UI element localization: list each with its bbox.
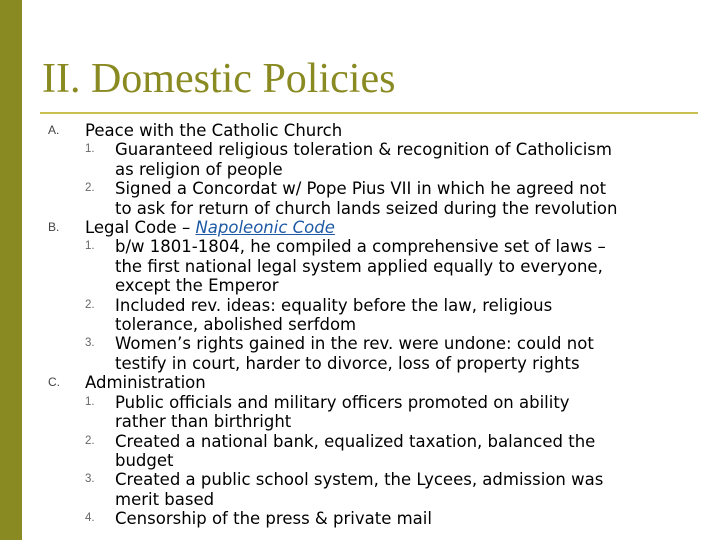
item-line: Created a national bank, equalized taxation, balanced the	[115, 431, 596, 451]
item-number: 1.	[85, 395, 95, 408]
item-line: Signed a Concordat w/ Pope Pius VII in which he agreed not	[115, 179, 607, 199]
item-line: Public officials and military officers promoted on ability	[115, 392, 570, 412]
item-line: as religion of people	[115, 159, 283, 179]
list-item	[85, 179, 708, 218]
side-accent-bar	[0, 0, 22, 540]
item-number: 2.	[85, 298, 95, 311]
slide-content	[48, 121, 708, 529]
list-item	[85, 432, 708, 471]
item-line: except the Emperor	[115, 276, 279, 296]
item-number: 2.	[85, 182, 95, 195]
section-marker: B.	[48, 220, 60, 235]
list-item	[85, 334, 708, 373]
item-line: testify in court, harder to divorce, loss of property rights	[115, 353, 580, 373]
item-line: rather than birthright	[115, 412, 292, 432]
section-heading: Administration	[85, 373, 206, 393]
item-line: Censorship of the press & private mail	[115, 509, 432, 529]
napoleonic-code-link[interactable]: Napoleonic Code	[195, 218, 335, 238]
item-line: Included rev. ideas: equality before the law, religious	[115, 295, 553, 315]
item-number: 4.	[85, 512, 95, 525]
section-c	[48, 373, 708, 528]
item-number: 1.	[85, 143, 95, 156]
item-line: Created a public school system, the Lycees, admission was	[115, 470, 604, 490]
list-item	[85, 509, 708, 528]
item-number: 1.	[85, 240, 95, 253]
list-item	[85, 393, 708, 432]
item-number: 2.	[85, 434, 95, 447]
title-divider	[40, 112, 698, 114]
item-line: the first national legal system applied equally to everyone,	[115, 256, 603, 276]
section-a	[48, 121, 708, 218]
list-item	[85, 140, 708, 179]
list-item	[85, 237, 708, 295]
section-heading: Peace with the Catholic Church	[85, 121, 343, 140]
item-line: Women’s rights gained in the rev. were undone: could not	[115, 334, 594, 354]
item-number: 3.	[85, 337, 95, 350]
list-item	[85, 470, 708, 509]
list-item	[85, 296, 708, 335]
item-number: 3.	[85, 473, 95, 486]
item-line: Guaranteed religious toleration & recognition of Catholicism	[115, 140, 612, 160]
section-marker: A.	[48, 123, 60, 137]
item-line: merit based	[115, 489, 215, 509]
section-b	[48, 218, 708, 373]
item-line: tolerance, abolished serfdom	[115, 315, 357, 335]
item-line: budget	[115, 450, 174, 470]
slide-title: II. Domestic Policies	[42, 56, 396, 102]
item-line: to ask for return of church lands seized during the revolution	[115, 198, 618, 218]
item-line: b/w 1801-1804, he compiled a comprehensive set of laws –	[115, 237, 606, 257]
section-marker: C.	[48, 375, 60, 390]
section-heading: Legal Code –	[85, 218, 196, 238]
